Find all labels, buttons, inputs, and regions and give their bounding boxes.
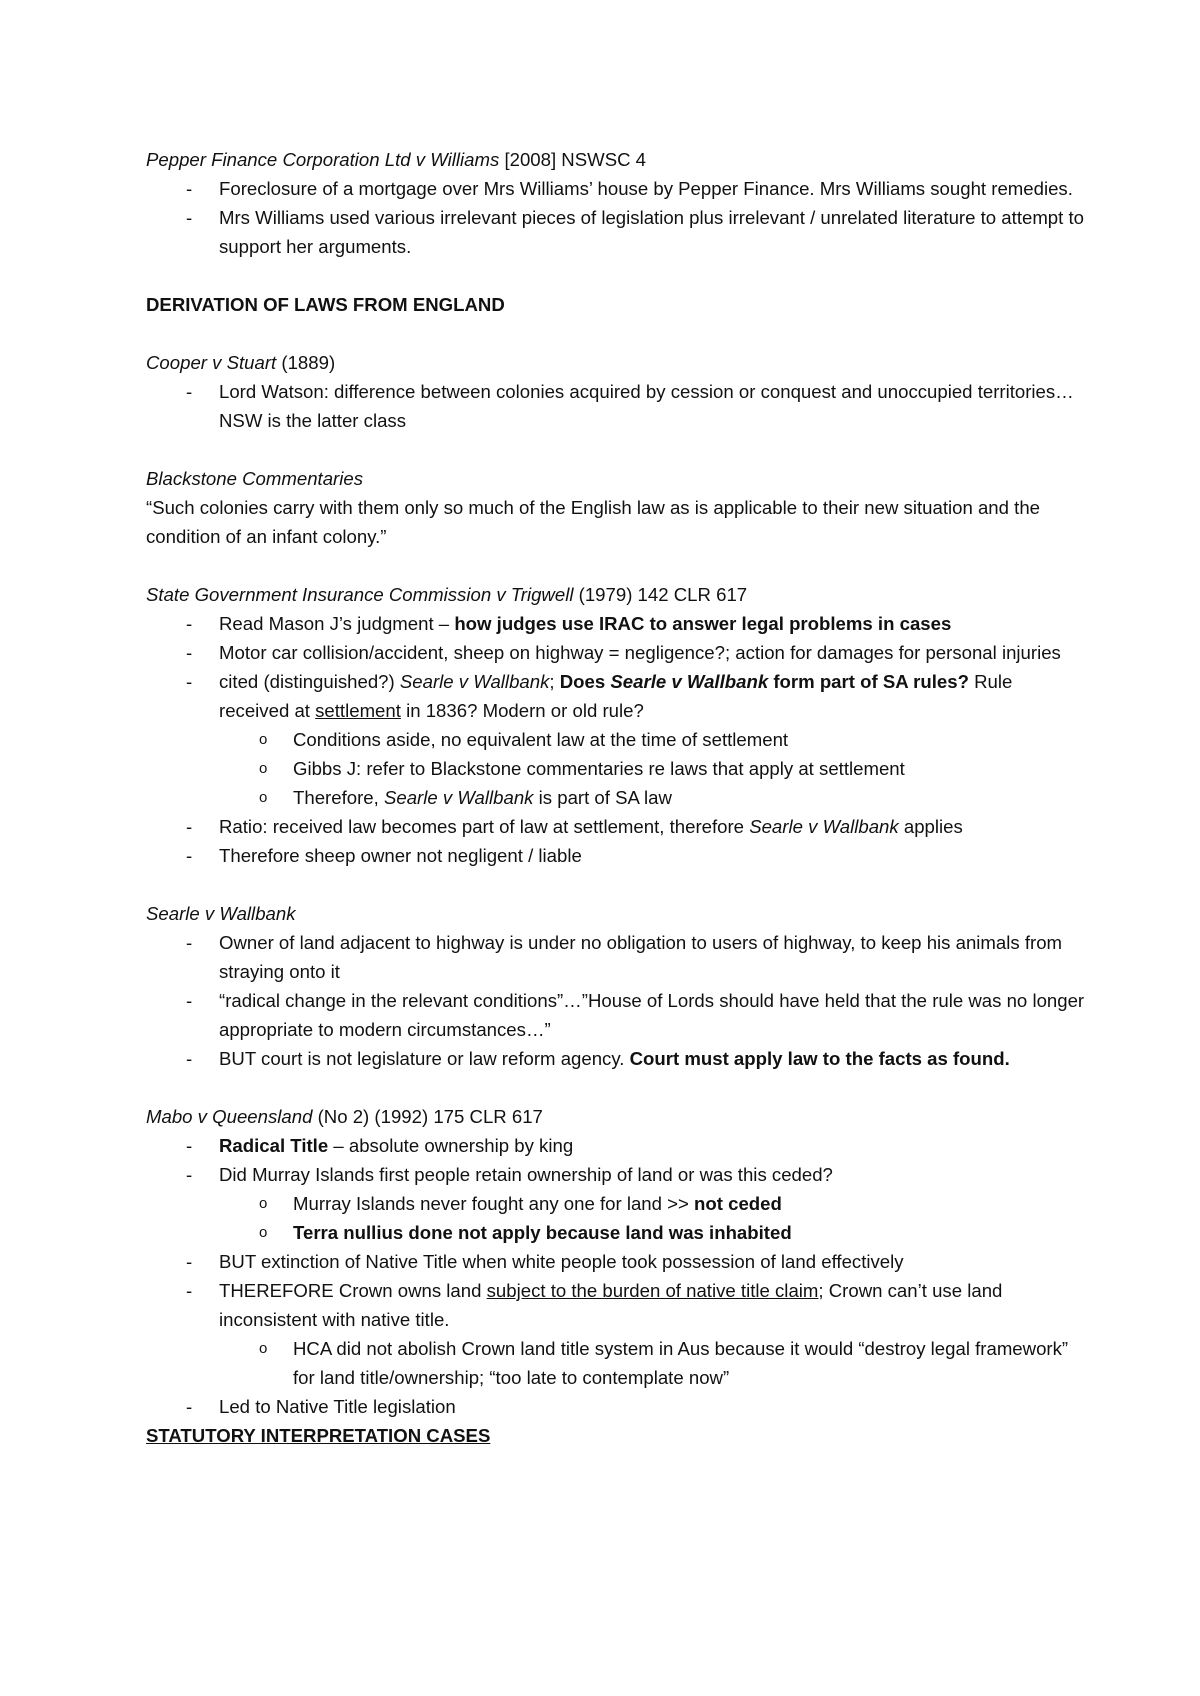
- dash-bullet: -: [186, 613, 193, 634]
- list-item: - Ratio: received law becomes part of law at settlement, therefore Searle v Wallbank applies: [146, 812, 1086, 841]
- list-item: - Foreclosure of a mortgage over Mrs Williams’ house by Pepper Finance. Mrs Williams sought remedies.: [146, 174, 1086, 203]
- sub-list-item: o Therefore, Searle v Wallbank is part of SA law: [146, 783, 1086, 812]
- case-name: Cooper v Stuart: [146, 352, 277, 373]
- dash-bullet: -: [186, 845, 193, 866]
- sub-list-item: o HCA did not abolish Crown land title system in Aus because it would “destroy legal framework” for land title/ownership; “too late to contemplate now”: [146, 1334, 1086, 1392]
- case-citation-cooper: Cooper v Stuart (1889): [146, 352, 336, 373]
- list-item: - BUT court is not legislature or law reform agency. Court must apply law to the facts as found.: [146, 1044, 1086, 1073]
- list-item: - Read Mason J’s judgment – how judges use IRAC to answer legal problems in cases: [146, 609, 1086, 638]
- list-item: - Motor car collision/accident, sheep on highway = negligence?; action for damages for personal injuries: [146, 638, 1086, 667]
- case-citation-searle: [146, 899, 1086, 928]
- dash-bullet: -: [186, 816, 193, 837]
- sub-list-item: o Gibbs J: refer to Blackstone commentaries re laws that apply at settlement: [146, 754, 1086, 783]
- circle-bullet: o: [259, 789, 268, 806]
- dash-bullet: -: [186, 1164, 193, 1185]
- circle-bullet: o: [259, 1224, 268, 1241]
- list-item: - Radical Title – absolute ownership by king: [146, 1131, 1086, 1160]
- sub-list-item: o Terra nullius done not apply because land was inhabited: [146, 1218, 1086, 1247]
- case-citation-pepper: Pepper Finance Corporation Ltd v Williams [2008] NSWSC 4: [146, 149, 647, 170]
- list-item: - “radical change in the relevant conditions”…”House of Lords should have held that the rule was no longer appropriate to modern circumstances…”: [146, 986, 1086, 1044]
- dash-bullet: -: [186, 1251, 193, 1272]
- dash-bullet: -: [186, 381, 193, 402]
- case-name: Mabo v Queensland: [146, 1106, 313, 1127]
- circle-bullet: o: [259, 731, 268, 748]
- dash-bullet: -: [186, 671, 193, 692]
- dash-bullet: -: [186, 1048, 193, 1069]
- list-item: - Led to Native Title legislation: [146, 1392, 1086, 1421]
- case-citation-mabo: Mabo v Queensland (No 2) (1992) 175 CLR 617: [146, 1106, 543, 1127]
- sub-list-item: o Murray Islands never fought any one for land >> not ceded: [146, 1189, 1086, 1218]
- case-name: Searle v Wallbank: [146, 903, 296, 924]
- section-heading-statutory: STATUTORY INTERPRETATION CASES: [146, 1425, 491, 1446]
- case-name: Pepper Finance Corporation Ltd v Williams: [146, 149, 500, 170]
- dash-bullet: -: [186, 1135, 193, 1156]
- list-item: - Did Murray Islands first people retain ownership of land or was this ceded?: [146, 1160, 1086, 1189]
- section-heading-derivation: DERIVATION OF LAWS FROM ENGLAND: [146, 294, 505, 315]
- list-item: - THEREFORE Crown owns land subject to the burden of native title claim; Crown can’t use land inconsistent with native title.: [146, 1276, 1086, 1334]
- circle-bullet: o: [259, 1195, 268, 1212]
- dash-bullet: -: [186, 932, 193, 953]
- list-item: - Mrs Williams used various irrelevant pieces of legislation plus irrelevant / unrelated literature to attempt to support her arguments.: [146, 203, 1086, 261]
- case-citation-trigwell: State Government Insurance Commission v Trigwell (1979) 142 CLR 617: [146, 584, 748, 605]
- list-item: - cited (distinguished?) Searle v Wallbank; Does Searle v Wallbank form part of SA rules? Rule received at settlement in 1836? Modern or old rule?: [146, 667, 1086, 725]
- dash-bullet: -: [186, 178, 193, 199]
- blackstone-quote: “Such colonies carry with them only so much of the English law as is applicable to their new situation and the condition of an infant colony.”: [146, 497, 1040, 547]
- list-item: - Owner of land adjacent to highway is under no obligation to users of highway, to keep his animals from straying onto it: [146, 928, 1086, 986]
- dash-bullet: -: [186, 642, 193, 663]
- list-item: - Lord Watson: difference between colonies acquired by cession or conquest and unoccupied territories… NSW is the latter class: [146, 377, 1086, 435]
- list-item: - Therefore sheep owner not negligent / liable: [146, 841, 1086, 870]
- circle-bullet: o: [259, 1340, 268, 1357]
- dash-bullet: -: [186, 1280, 193, 1301]
- dash-bullet: -: [186, 1396, 193, 1417]
- case-name: State Government Insurance Commission v Trigwell: [146, 584, 574, 605]
- dash-bullet: -: [186, 207, 193, 228]
- list-item: - BUT extinction of Native Title when white people took possession of land effectively: [146, 1247, 1086, 1276]
- blackstone-title: Blackstone Commentaries: [146, 468, 364, 489]
- sub-list-item: o Conditions aside, no equivalent law at the time of settlement: [146, 725, 1086, 754]
- circle-bullet: o: [259, 760, 268, 777]
- dash-bullet: -: [186, 990, 193, 1011]
- document-body: [146, 145, 1086, 1450]
